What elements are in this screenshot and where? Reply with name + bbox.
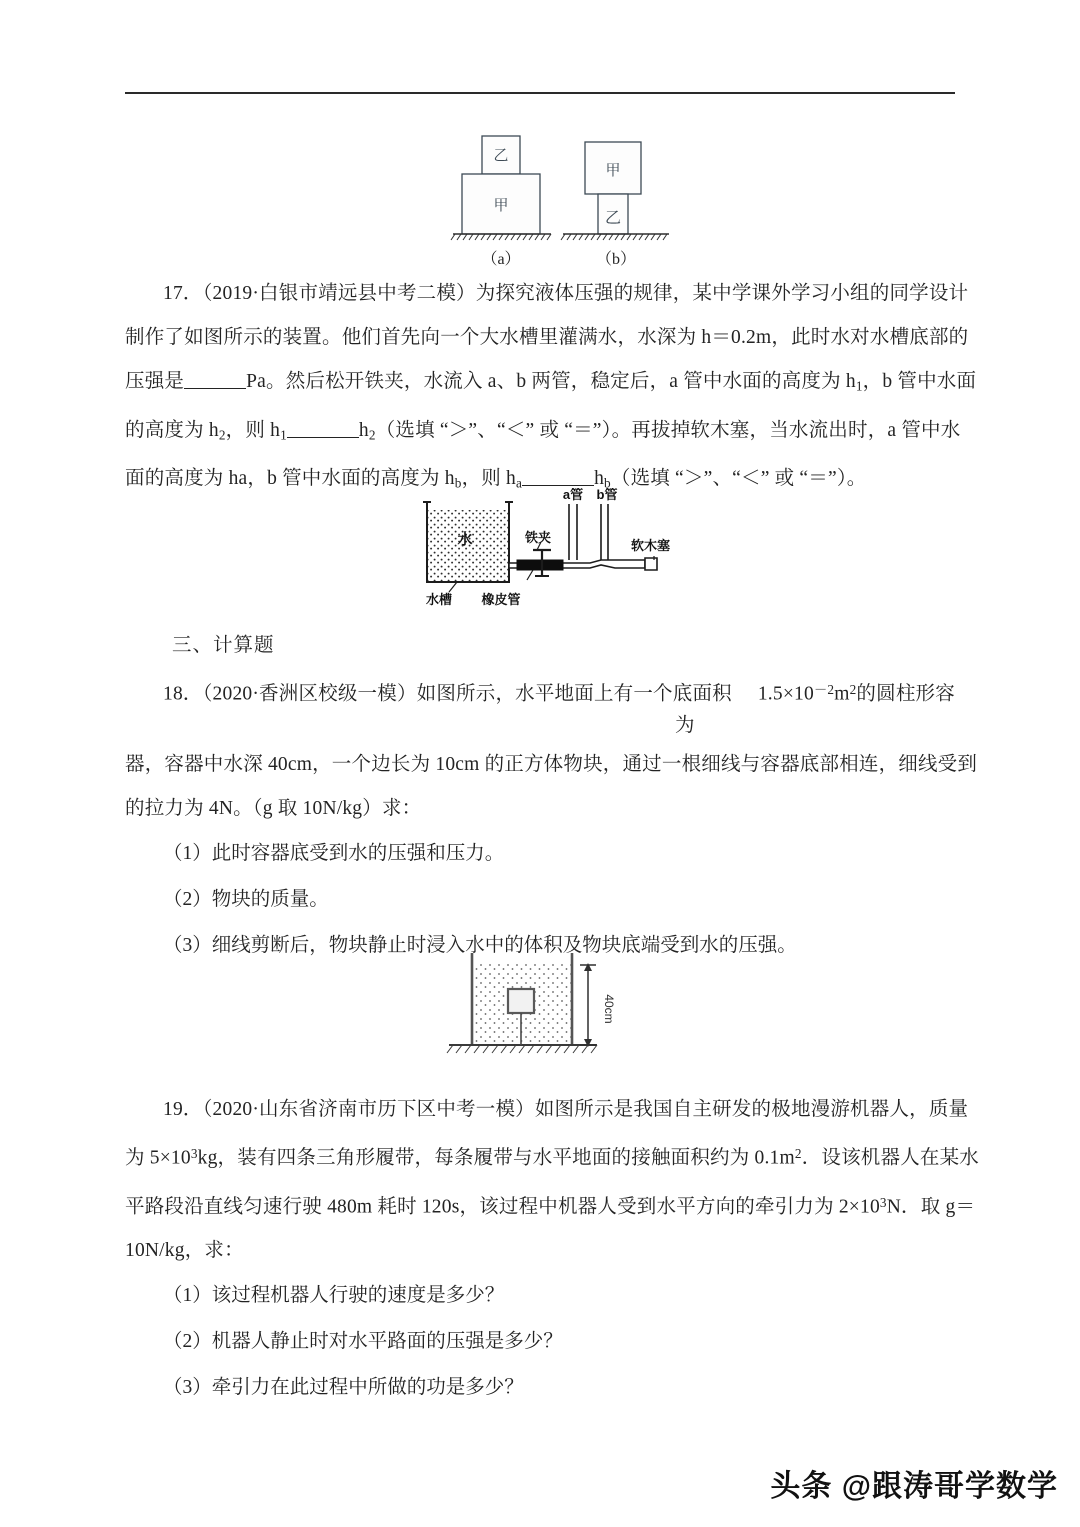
q17-answer-blank-3[interactable] (522, 467, 594, 487)
q17-line3-tail: ，b 管中水面 (862, 371, 977, 392)
q17-line4-pre: 的高度为 h (125, 419, 219, 441)
q17-line-3 (125, 360, 977, 409)
q19-line-3 (125, 1181, 976, 1230)
q19-line2-tail: ．设该机器人在某水 (801, 1147, 980, 1169)
q17-line5-hb: h (594, 468, 605, 490)
header-divider-rule (125, 92, 955, 94)
blocks-stacking-figure (445, 128, 690, 268)
figure-a-bottom-block-label: 甲 (493, 197, 509, 214)
q18-line1-pre: 18．（2020·香洲区校级一模）如图所示，水平地面上有一个底面积 (163, 683, 732, 705)
q19-line3-tail: N．取 g＝ (886, 1196, 976, 1218)
figure-caption-b: （b） (595, 251, 636, 268)
tube-a-label: a管 (562, 488, 584, 502)
q18-line-2: 器，容器中水深 40cm，一个边长为 10cm 的正方体物块，通过一根细线与容器底部相连，细线受到 (125, 753, 978, 775)
q17-h-sub-7: b (604, 476, 611, 492)
figure-b-top-block-label: 甲 (605, 162, 621, 179)
q18-sub-question-3: （3）细线剪断后，物块静止时浸入水中的体积及物块底端受到水的压强。 (163, 934, 797, 956)
q19-line3-pre: 平路段沿直线匀速行驶 480m 耗时 120s，该过程中机器人受到水平方向的牵引力为 2×10 (125, 1196, 880, 1218)
q17-answer-blank-1[interactable] (184, 369, 246, 389)
cylinder-container-cube-figure (425, 945, 655, 1070)
q17-line5-pre: 面的高度为 ha，b 管中水面的高度为 h (125, 468, 455, 490)
q19-mass-exponent: 3 (190, 1146, 198, 1161)
q19-sub-question-1: （1）该过程机器人行驶的速度是多少？ (163, 1285, 505, 1307)
question-17-block (125, 272, 977, 506)
q17-line-2: 制作了如图所示的装置。他们首先向一个大水槽里灌满水，水深为 h＝0.2m，此时水对水槽底部的 (125, 327, 969, 348)
q18-area-unit: m (834, 683, 850, 705)
watermark-label: 头条 @跟涛哥学数学 (770, 1470, 1058, 1503)
q17-line5-mid: ，则 h (461, 468, 516, 490)
q17-h-sub-6: a (516, 476, 523, 492)
container-depth-dimension-label: 40cm (602, 994, 616, 1024)
q17-h-sub-4: 2 (368, 427, 376, 443)
q17-line5-tail: （选填 “＞”、“＜” 或 “＝”）。 (610, 468, 867, 490)
q17-line4-h2: h (358, 419, 369, 441)
q18-sub-question-1: （1）此时容器底受到水的压强和压力。 (163, 842, 505, 864)
section-3-heading (172, 624, 275, 668)
q19-sub-question-2: （2）机器人静止时对水平路面的压强是多少？ (163, 1331, 563, 1353)
q17-line-1: 17．（2019·白银市靖远县中考二模）为探究液体压强的规律，某中学课外学习小组的同学设计 (163, 283, 969, 304)
tube-b-label: b管 (596, 488, 618, 502)
q18-line1-tail: 的圆柱形容 (856, 683, 955, 705)
q19-line2-mid: kg，装有四条三角形履带，每条履带与水平地面的接触面积约为 0.1m (197, 1147, 795, 1169)
section-3-title: 三、计算题 (172, 635, 275, 656)
q18-sub-question-2: （2）物块的质量。 (163, 888, 329, 910)
q19-line-1: 19．（2020·山东省济南市历下区中考一模）如图所示是我国自主研发的极地漫游机器人，质量 (163, 1099, 969, 1120)
sink-label: 水槽 (425, 592, 453, 607)
q18-line-3: 的拉力为 4N。（g 取 10N/kg）求： (125, 797, 422, 819)
figure-caption-a: （a） (481, 251, 521, 268)
q17-line4-mid: ，则 h (225, 419, 281, 441)
q19-line-4: 10N/kg，求： (125, 1240, 244, 1262)
q18-dropped-word: 为 (675, 714, 695, 736)
question-18-block (125, 668, 978, 969)
tank-water-label: 水 (457, 531, 473, 548)
q18-line-1 (125, 668, 965, 717)
q19-sub-question-3: （3）牵引力在此过程中所做的功是多少？ (163, 1377, 524, 1399)
q18-area-unit-sup: 2 (849, 682, 857, 697)
q17-line3-pre: 压强是 (125, 371, 185, 392)
q19-force-exponent: 3 (879, 1194, 887, 1210)
q18-area-value: 1.5×10 (757, 683, 814, 705)
question-19-block (125, 1088, 980, 1411)
figure-b-bottom-block-label: 乙 (604, 210, 622, 227)
q17-h-sub-5: b (454, 476, 462, 492)
cork-label: 软木塞 (631, 538, 671, 553)
iron-clamp-label: 铁夹 (525, 530, 552, 545)
q17-answer-blank-2[interactable] (287, 418, 359, 438)
figure-a-top-block-label: 乙 (493, 147, 509, 164)
q19-line-2 (125, 1132, 980, 1181)
water-tank-tubes-apparatus (405, 488, 705, 616)
q17-line4-tail: （选填 “＞”、“＜” 或 “＝”）。再拔掉软木塞，当水流出时，a 管中水 (375, 419, 961, 441)
q19-mass-pre: 为 5×10 (125, 1147, 191, 1169)
q17-h-sub-3: 1 (280, 427, 287, 443)
q17-h-sub-1: 1 (855, 378, 863, 394)
q17-h-sub-2: 2 (218, 427, 226, 443)
q18-area-exponent: －2 (813, 682, 835, 697)
q17-line3-post: Pa。然后松开铁夹，水流入 a、b 两管，稳定后，a 管中水面的高度为 h (246, 371, 856, 392)
rubber-tube-label: 橡皮管 (481, 592, 521, 607)
q19-area-exponent: 2 (794, 1146, 802, 1161)
q17-line-4 (125, 409, 965, 458)
